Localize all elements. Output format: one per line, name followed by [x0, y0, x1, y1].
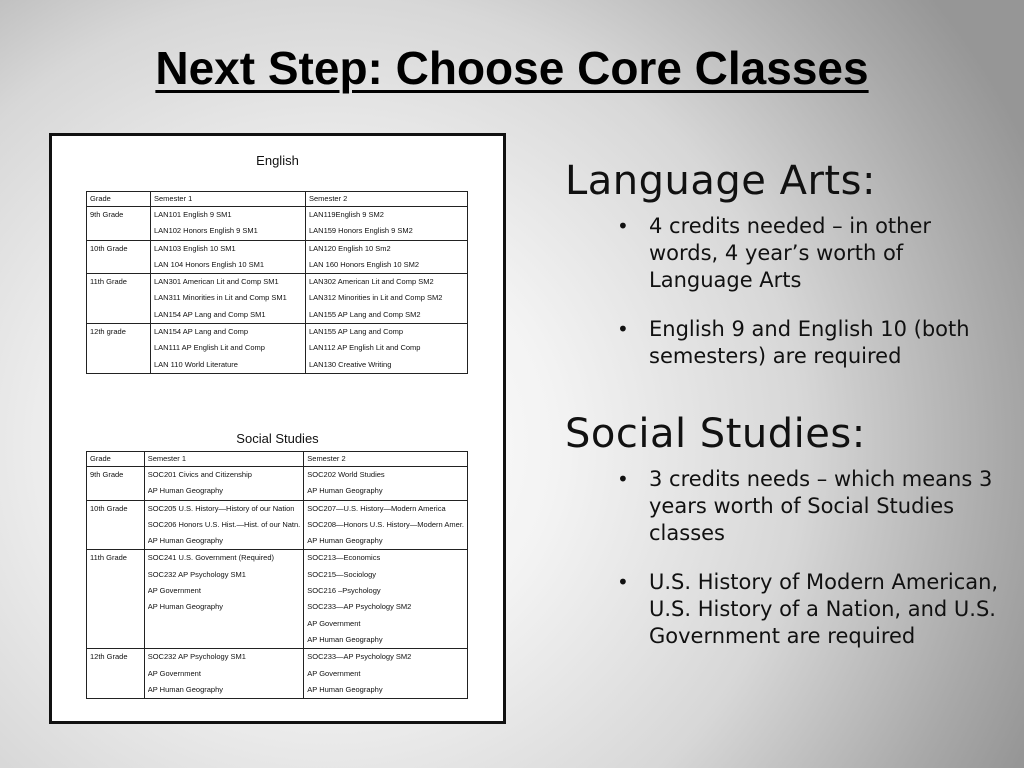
table-row	[87, 649, 468, 699]
course-entry: LAN120 English 10 Sm2	[309, 243, 391, 253]
bullet-icon: •	[617, 317, 629, 341]
course-entry: SOC208—Honors U.S. History—Modern Amer.	[307, 519, 464, 529]
semester-1-cell	[144, 500, 304, 550]
course-entry: AP Government	[147, 586, 201, 596]
course-entry: AP Human Geography	[307, 634, 383, 644]
course-entry: LAN311 Minorities in Lit and Comp SM1	[154, 293, 287, 303]
grade-label: 9th Grade	[90, 470, 124, 479]
course-entry: LAN154 AP Lang and Comp SM1	[154, 309, 266, 319]
social-studies-table-title: Social Studies	[236, 431, 319, 446]
course-entry: LAN154 AP Lang and Comp	[154, 327, 249, 337]
grade-cell	[87, 240, 151, 274]
course-entry: AP Human Geography	[147, 684, 224, 694]
semester-1-cell	[151, 240, 306, 274]
course-entry: LAN302 American Lit and Comp SM2	[309, 277, 434, 287]
section-heading: Language Arts:	[565, 158, 876, 204]
bullet-item	[565, 466, 1005, 547]
course-entry: LAN312 Minorities in Lit and Comp SM2	[309, 293, 443, 303]
grade-cell	[87, 324, 151, 374]
social-studies-course-table	[86, 451, 468, 699]
bullet-text: U.S. History of Modern American, U.S. History of a Nation, and U.S. Government are required	[649, 570, 999, 648]
table-row	[87, 274, 468, 324]
column-header: Semester 1	[151, 192, 306, 207]
bullet-list	[565, 213, 1005, 370]
grade-cell	[87, 274, 151, 324]
course-entry: LAN102 Honors English 9 SM1	[154, 226, 258, 236]
semester-2-cell	[304, 500, 468, 550]
grade-cell	[87, 550, 145, 649]
bullet-icon: •	[617, 570, 629, 594]
course-entry: SOC233—AP Psychology SM2	[307, 652, 412, 662]
grade-cell	[87, 207, 151, 241]
semester-2-cell	[304, 467, 468, 501]
semester-1-cell	[151, 324, 306, 374]
course-entry: AP Human Geography	[147, 536, 224, 546]
course-entry: AP Human Geography	[147, 486, 224, 496]
slide-title	[0, 40, 1024, 96]
requirements-panel	[565, 155, 1005, 650]
english-table-title: English	[256, 153, 299, 168]
course-entry: SOC202 World Studies	[307, 470, 385, 479]
table-header-row	[87, 192, 468, 207]
grade-label: 12th Grade	[90, 652, 128, 662]
grade-cell	[87, 500, 145, 550]
course-entry: LAN155 AP Lang and Comp	[309, 327, 404, 337]
table-row	[87, 500, 468, 550]
course-entry: LAN301 American Lit and Comp SM1	[154, 277, 279, 287]
bullet-list	[565, 466, 1005, 650]
course-entry: AP Human Geography	[307, 536, 383, 546]
grade-label: 10th Grade	[90, 503, 128, 513]
course-entry: LAN 110 World Literature	[154, 359, 238, 369]
semester-2-cell	[306, 274, 468, 324]
grade-label: 12th grade	[90, 327, 126, 337]
table-row	[87, 324, 468, 374]
table-row	[87, 207, 468, 241]
social-studies-section	[565, 408, 1005, 650]
language-arts-section	[565, 155, 1005, 370]
course-entry: LAN 160 Honors English 10 SM2	[309, 259, 420, 269]
course-entry: LAN112 AP English Lit and Comp	[309, 343, 421, 353]
column-header: Semester 1	[144, 452, 304, 467]
course-entry: LAN130 Creative Writing	[309, 359, 392, 369]
course-entry: SOC215—Sociology	[307, 569, 377, 579]
bullet-item	[565, 213, 1005, 294]
course-entry: SOC232 AP Psychology SM1	[147, 569, 246, 579]
semester-1-cell	[151, 207, 306, 241]
course-entry: SOC207—U.S. History—Modern America	[307, 503, 446, 513]
bullet-item	[565, 316, 1005, 370]
course-entry: AP Human Geography	[147, 602, 224, 612]
course-document-image	[49, 133, 506, 724]
course-entry: LAN111 AP English Lit and Comp	[154, 343, 265, 353]
semester-2-cell	[306, 240, 468, 274]
course-entry: LAN103 English 10 SM1	[154, 243, 236, 253]
semester-1-cell	[144, 550, 304, 649]
column-header: Semester 2	[304, 452, 468, 467]
grade-label: 11th Grade	[90, 277, 127, 287]
grade-label: 9th Grade	[90, 210, 124, 219]
semester-2-cell	[306, 324, 468, 374]
bullet-text: 3 credits needs – which means 3 years worth of Social Studies classes	[649, 467, 993, 545]
course-entry: AP Government	[307, 668, 361, 678]
course-entry: LAN101 English 9 SM1	[154, 210, 232, 219]
table-row	[87, 467, 468, 501]
semester-1-cell	[144, 467, 304, 501]
course-entry: LAN155 AP Lang and Comp SM2	[309, 309, 421, 319]
course-entry: SOC232 AP Psychology SM1	[147, 652, 246, 662]
semester-1-cell	[151, 274, 306, 324]
table-row	[87, 240, 468, 274]
course-entry: AP Human Geography	[307, 486, 383, 496]
grade-label: 11th Grade	[90, 553, 127, 563]
slide-title-text: Next Step: Choose Core Classes	[155, 42, 869, 94]
english-course-table	[86, 191, 468, 374]
section-heading: Social Studies:	[565, 411, 866, 457]
course-entry: LAN119English 9 SM2	[309, 210, 384, 219]
grade-cell	[87, 649, 145, 699]
column-header: Semester 2	[306, 192, 468, 207]
course-entry: AP Government	[147, 668, 201, 678]
column-header: Grade	[87, 452, 145, 467]
semester-1-cell	[144, 649, 304, 699]
course-entry: AP Government	[307, 618, 361, 628]
course-entry: SOC213—Economics	[307, 553, 381, 563]
bullet-icon: •	[617, 214, 629, 238]
grade-cell	[87, 467, 145, 501]
bullet-text: English 9 and English 10 (both semesters) are required	[649, 317, 970, 368]
grade-label: 10th Grade	[90, 243, 128, 253]
course-entry: SOC233—AP Psychology SM2	[307, 602, 412, 612]
course-entry: SOC241 U.S. Government (Required)	[147, 553, 275, 563]
bullet-text: 4 credits needed – in other words, 4 year’s worth of Language Arts	[649, 214, 932, 292]
course-entry: AP Human Geography	[307, 684, 383, 694]
course-entry: SOC205 U.S. History—History of our Nation	[147, 503, 295, 513]
semester-2-cell	[304, 649, 468, 699]
course-entry: SOC216 –Psychology	[307, 586, 381, 596]
course-entry: SOC201 Civics and Citizenship	[147, 470, 252, 479]
course-entry: SOC206 Honors U.S. Hist.—Hist. of our Natn.	[147, 519, 301, 529]
bullet-icon: •	[617, 467, 629, 491]
course-entry: LAN 104 Honors English 10 SM1	[154, 259, 265, 269]
semester-2-cell	[306, 207, 468, 241]
table-header-row	[87, 452, 468, 467]
column-header: Grade	[87, 192, 151, 207]
table-row	[87, 550, 468, 649]
semester-2-cell	[304, 550, 468, 649]
bullet-item	[565, 569, 1005, 650]
course-entry: LAN159 Honors English 9 SM2	[309, 226, 413, 236]
